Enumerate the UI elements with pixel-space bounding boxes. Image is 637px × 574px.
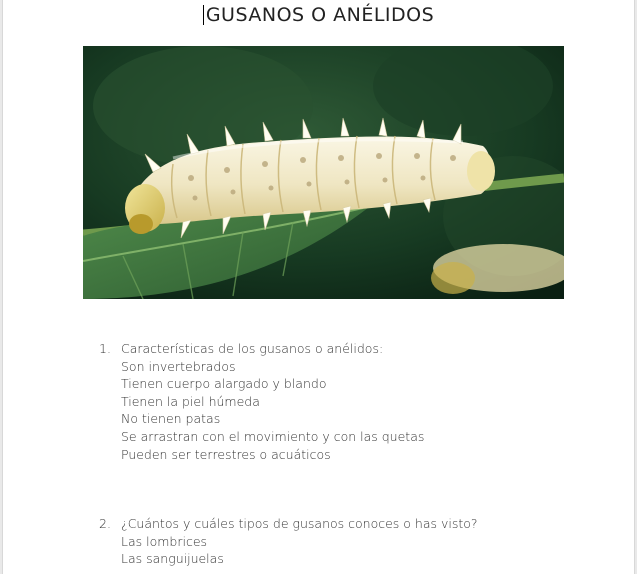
answer-line[interactable]: Se arrastran con el movimiento y con las quetas <box>121 428 425 444</box>
answer-line[interactable]: Tienen cuerpo alargado y blando <box>121 376 327 392</box>
answer-line[interactable]: No tienen patas <box>121 411 221 427</box>
answer-line[interactable]: Las lombrices <box>121 533 208 549</box>
document-title[interactable] <box>203 2 434 28</box>
question-list-2 <box>99 515 478 568</box>
text-cursor <box>203 5 204 25</box>
answer-line[interactable]: Las sanguijuelas <box>121 551 224 567</box>
caterpillar-illustration <box>83 46 564 299</box>
title-container <box>3 2 634 30</box>
answer-line[interactable]: Son invertebrados <box>121 358 236 374</box>
document-title-text: GUSANOS O ANÉLIDOS <box>205 4 435 26</box>
question-list-1 <box>99 340 424 463</box>
question-number: 2. <box>99 516 111 531</box>
question-text: ¿Cuántos y cuáles tipos de gusanos conoces o has visto? <box>121 516 478 531</box>
question-1[interactable] <box>99 340 424 358</box>
document-page <box>2 0 635 574</box>
answer-line[interactable]: Tienen la piel húmeda <box>121 393 260 409</box>
question-2[interactable] <box>99 515 478 533</box>
question-number: 1. <box>99 341 111 356</box>
answer-line[interactable]: Pueden ser terrestres o acuáticos <box>121 446 331 462</box>
question-text: Características de los gusanos o anélidos: <box>121 341 384 356</box>
caterpillar-photo[interactable] <box>83 46 564 299</box>
